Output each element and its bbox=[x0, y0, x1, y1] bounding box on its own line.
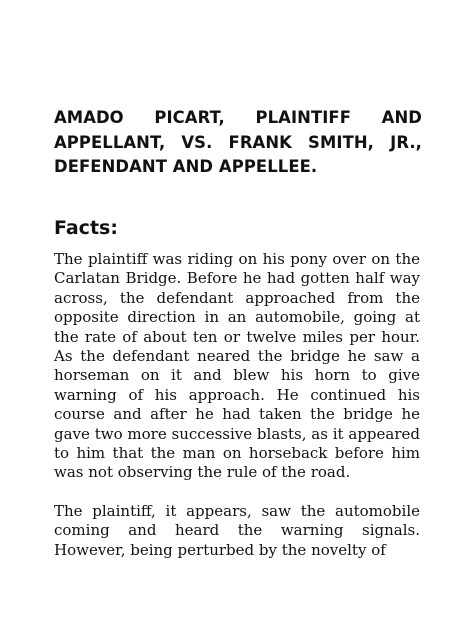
facts-paragraph-2: The plaintiff, it appears, saw the automobile coming and heard the warning signals. However, being perturbed by the novelty of bbox=[54, 502, 420, 559]
facts-paragraph-1: The plaintiff was riding on his pony over on the Carlatan Bridge. Before he had gotten half way across, the defendant approached from the opposite direction in an automobile, going at the rate of about ten or twelve miles per hour. As the defendant neared the bridge he saw a horseman on it and blew his horn to give warning of his approach. He continued his course and after he had taken the bridge he gave two more successive blasts, as it appeared to him that the man on horseback before him was not observing the rule of the road. bbox=[54, 250, 420, 482]
facts-heading: Facts: bbox=[54, 217, 118, 239]
case-title: AMADO PICART, PLAINTIFF AND APPELLANT, VS. FRANK SMITH, JR., DEFENDANT AND APPELLEE. bbox=[54, 108, 422, 176]
